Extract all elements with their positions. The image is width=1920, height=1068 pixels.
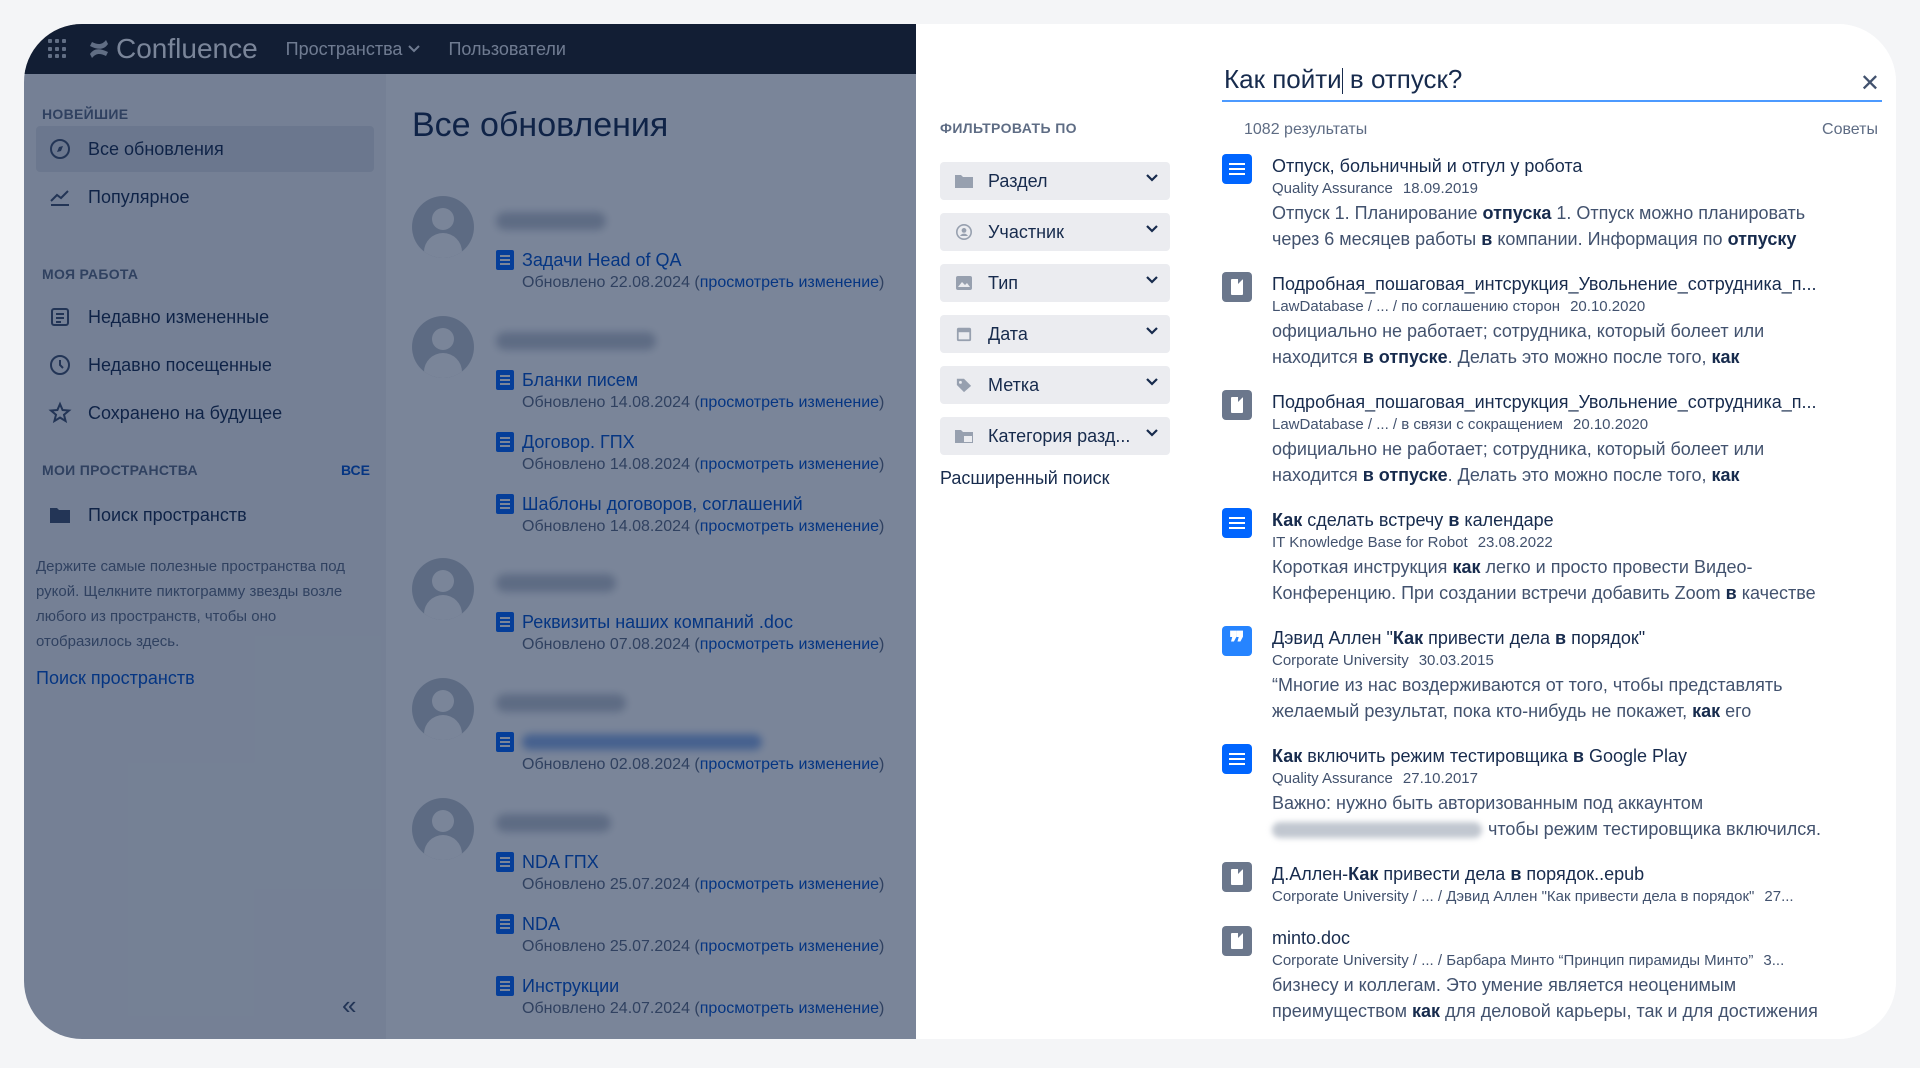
search-result[interactable] [1222, 744, 1882, 842]
result-space-path: Corporate University / ... / Дэвид Аллен "Как привести дела в порядок" [1272, 888, 1755, 905]
query-text-after-cursor: в отпуск? [1342, 64, 1463, 94]
filter-label: Категория разд... [988, 425, 1131, 446]
filter-contributor-dropdown[interactable] [940, 213, 1170, 251]
snippet-fragment: отпуску [1727, 229, 1797, 249]
snippet-fragment: качестве [1736, 583, 1816, 603]
close-icon[interactable]: ✕ [1859, 70, 1880, 97]
title-fragment: порядок" [1566, 628, 1646, 648]
search-result-title[interactable] [1272, 626, 1852, 650]
search-result[interactable] [1222, 926, 1882, 1024]
chevron-down-icon [1146, 225, 1158, 233]
snippet-fragment: Важно: нужно быть авторизованным под аккаунтом [1272, 793, 1704, 813]
snippet-fragment: в [1481, 229, 1493, 249]
result-date: 3... [1763, 952, 1785, 969]
chevron-down-icon [1146, 429, 1158, 437]
snippet-fragment: . Делать это можно после того, [1447, 347, 1712, 367]
filter-heading: ФИЛЬТРОВАТЬ ПО [940, 120, 1077, 136]
snippet-fragment: в отпуске [1362, 465, 1448, 485]
filter-label: Дата [988, 323, 1028, 344]
filter-label: Участник [988, 221, 1064, 242]
search-result-body [1272, 626, 1882, 724]
modal-overlay[interactable] [24, 24, 916, 1039]
search-result[interactable] [1222, 862, 1882, 908]
result-space-path: Corporate University [1272, 652, 1409, 669]
snippet-fragment: для деловой карьеры, так и для достижения [1440, 1001, 1818, 1021]
snippet-fragment: легко и просто провести Видео-Конференцию. При создании встречи добавить Zoom [1272, 557, 1753, 603]
result-space-path: IT Knowledge Base for Robot [1272, 534, 1468, 551]
filter-label: Метка [988, 374, 1040, 395]
search-result-snippet [1272, 972, 1852, 1024]
snippet-fragment: как [1412, 1001, 1441, 1021]
search-input[interactable] [1222, 58, 1882, 102]
title-fragment: Подробная_пошаговая_интсрукция_Увольнение_сотрудника_п... [1272, 392, 1817, 412]
search-result-meta [1272, 178, 1852, 200]
result-space-path: Quality Assurance [1272, 770, 1393, 787]
result-space-path: LawDatabase / ... / по соглашению сторон [1272, 298, 1561, 315]
search-result-meta [1272, 650, 1852, 672]
snippet-fragment: официально не работает; сотрудника, который болеет или находится [1272, 321, 1765, 367]
search-result-body [1272, 390, 1882, 488]
snippet-fragment: как [1711, 465, 1740, 485]
chevron-down-icon [1146, 174, 1158, 182]
calendar-icon [954, 326, 974, 342]
snippet-fragment: официально не работает; сотрудника, который болеет или находится [1272, 439, 1765, 485]
file-icon [1222, 272, 1252, 302]
screenshot-frame [24, 24, 1896, 1039]
title-fragment: Подробная_пошаговая_интсрукция_Увольнение_сотрудника_п... [1272, 274, 1817, 294]
confluence-app [24, 24, 916, 1039]
search-result-snippet [1272, 790, 1852, 842]
title-fragment: Дэвид Аллен " [1272, 628, 1393, 648]
filter-label-dropdown[interactable] [940, 366, 1170, 404]
title-fragment: в [1572, 746, 1584, 766]
search-result-title[interactable] [1272, 508, 1852, 532]
search-result-meta [1272, 296, 1852, 318]
chevron-down-icon [1146, 327, 1158, 335]
page-icon [1222, 508, 1252, 538]
page-icon [1222, 154, 1252, 184]
search-result-body [1272, 744, 1882, 842]
result-space-path: Quality Assurance [1272, 180, 1393, 197]
search-result[interactable] [1222, 154, 1882, 252]
search-result-body [1272, 862, 1882, 908]
search-result[interactable] [1222, 508, 1882, 606]
filter-date-dropdown[interactable] [940, 315, 1170, 353]
title-fragment: minto.doc [1272, 928, 1351, 948]
title-fragment: в [1510, 864, 1522, 884]
image-icon [954, 275, 974, 291]
search-result-body [1272, 926, 1882, 1024]
title-fragment: сделать встречу [1302, 510, 1449, 530]
folder-icon [954, 173, 974, 189]
title-fragment: Отпуск, больничный и отгул у робота [1272, 156, 1583, 176]
title-fragment: Как [1348, 864, 1379, 884]
title-fragment: Как [1392, 628, 1424, 648]
search-result-body [1272, 154, 1882, 252]
file-icon [1222, 926, 1252, 956]
search-result[interactable] [1222, 390, 1882, 488]
file-icon [1222, 390, 1252, 420]
title-fragment: Как [1272, 510, 1303, 530]
snippet-fragment: Отпуск 1. Планирование [1272, 203, 1483, 223]
snippet-fragment: Короткая инструкция [1272, 557, 1453, 577]
filter-label: Раздел [988, 170, 1048, 191]
result-date: 30.03.2015 [1418, 652, 1494, 669]
folders-icon [954, 428, 974, 444]
search-result-meta [1272, 768, 1852, 790]
snippet-fragment: компании. Информация по [1492, 229, 1728, 249]
file-icon [1222, 862, 1252, 892]
search-tips-link[interactable]: Советы [1822, 121, 1878, 138]
snippet-fragment: 1. Отпуск можно планировать через 6 месяцев работы [1272, 203, 1806, 249]
search-result-body [1272, 508, 1882, 606]
search-result-title[interactable] [1272, 154, 1852, 178]
search-result-title[interactable] [1272, 390, 1852, 414]
result-space-path: Corporate University / ... / Барбара Минто “Принцип пирамиды Минто” [1272, 952, 1754, 969]
blog-post-icon: ❞ [1222, 626, 1252, 656]
user-icon [954, 224, 974, 240]
snippet-fragment: как [1452, 557, 1481, 577]
snippet-fragment: “Многие из нас воздерживаются от того, чтобы представлять желаемый результат, пока кто-нибудь не покажет, [1272, 675, 1783, 721]
result-date: 18.09.2019 [1402, 180, 1478, 197]
search-result-title[interactable] [1272, 926, 1852, 950]
search-result[interactable] [1222, 626, 1882, 724]
search-result[interactable] [1222, 272, 1882, 370]
title-fragment: Как [1272, 746, 1303, 766]
search-result-snippet [1272, 554, 1852, 606]
snippet-fragment: как [1692, 701, 1721, 721]
search-result-snippet [1272, 200, 1852, 252]
search-query [1224, 64, 1462, 95]
search-result-meta [1272, 414, 1852, 436]
snippet-fragment: бизнесу и коллегам. Это умение является неоценимым преимуществом [1272, 975, 1737, 1021]
query-text-before-cursor: Как пойти [1224, 64, 1342, 94]
title-fragment: Google Play [1584, 746, 1688, 766]
snippet-fragment: в [1725, 583, 1737, 603]
filter-category-dropdown[interactable] [940, 417, 1170, 455]
chevron-down-icon [1146, 378, 1158, 386]
snippet-fragment: . Делать это можно после того, [1447, 465, 1712, 485]
result-space-path: LawDatabase / ... / в связи с сокращением [1272, 416, 1563, 433]
title-fragment: привести дела [1423, 628, 1556, 648]
title-fragment: календаре [1459, 510, 1554, 530]
snippet-fragment: чтобы режим тестировщика включился. [1488, 819, 1821, 839]
title-fragment: Д.Аллен- [1272, 864, 1349, 884]
chevron-down-icon [1146, 276, 1158, 284]
filter-type-dropdown[interactable] [940, 264, 1170, 302]
results-count: 1082 результаты [1244, 121, 1368, 138]
search-panel [916, 24, 1896, 1039]
search-result-meta [1272, 950, 1852, 972]
result-date: 23.08.2022 [1477, 534, 1553, 551]
search-result-meta [1272, 886, 1852, 908]
search-result-meta [1272, 532, 1852, 554]
tag-icon [954, 377, 974, 393]
result-date: 20.10.2020 [1572, 416, 1649, 433]
title-fragment: привести дела [1378, 864, 1511, 884]
snippet-fragment: в отпуске [1362, 347, 1448, 367]
snippet-fragment: отпуска [1482, 203, 1552, 223]
search-result-snippet [1272, 672, 1852, 724]
search-result-body [1272, 272, 1882, 370]
snippet-fragment: его [1720, 701, 1752, 721]
result-date: 27... [1764, 888, 1794, 905]
blurred-email [1272, 822, 1482, 838]
result-date: 27.10.2017 [1402, 770, 1478, 787]
title-fragment: порядок..epub [1521, 864, 1645, 884]
search-result-snippet [1272, 436, 1852, 488]
filter-label: Тип [988, 272, 1019, 293]
search-result-snippet [1272, 318, 1852, 370]
search-result-title[interactable] [1272, 272, 1852, 296]
filter-section-dropdown[interactable] [940, 162, 1170, 200]
title-fragment: включить режим тестировщика [1302, 746, 1573, 766]
advanced-search-link[interactable]: Расширенный поиск [940, 468, 1110, 488]
title-fragment: в [1555, 628, 1567, 648]
title-fragment: в [1448, 510, 1460, 530]
search-result-title[interactable] [1272, 744, 1852, 768]
search-result-title[interactable] [1272, 862, 1852, 886]
snippet-fragment: как [1711, 347, 1740, 367]
page-icon [1222, 744, 1252, 774]
result-date: 20.10.2020 [1570, 298, 1646, 315]
